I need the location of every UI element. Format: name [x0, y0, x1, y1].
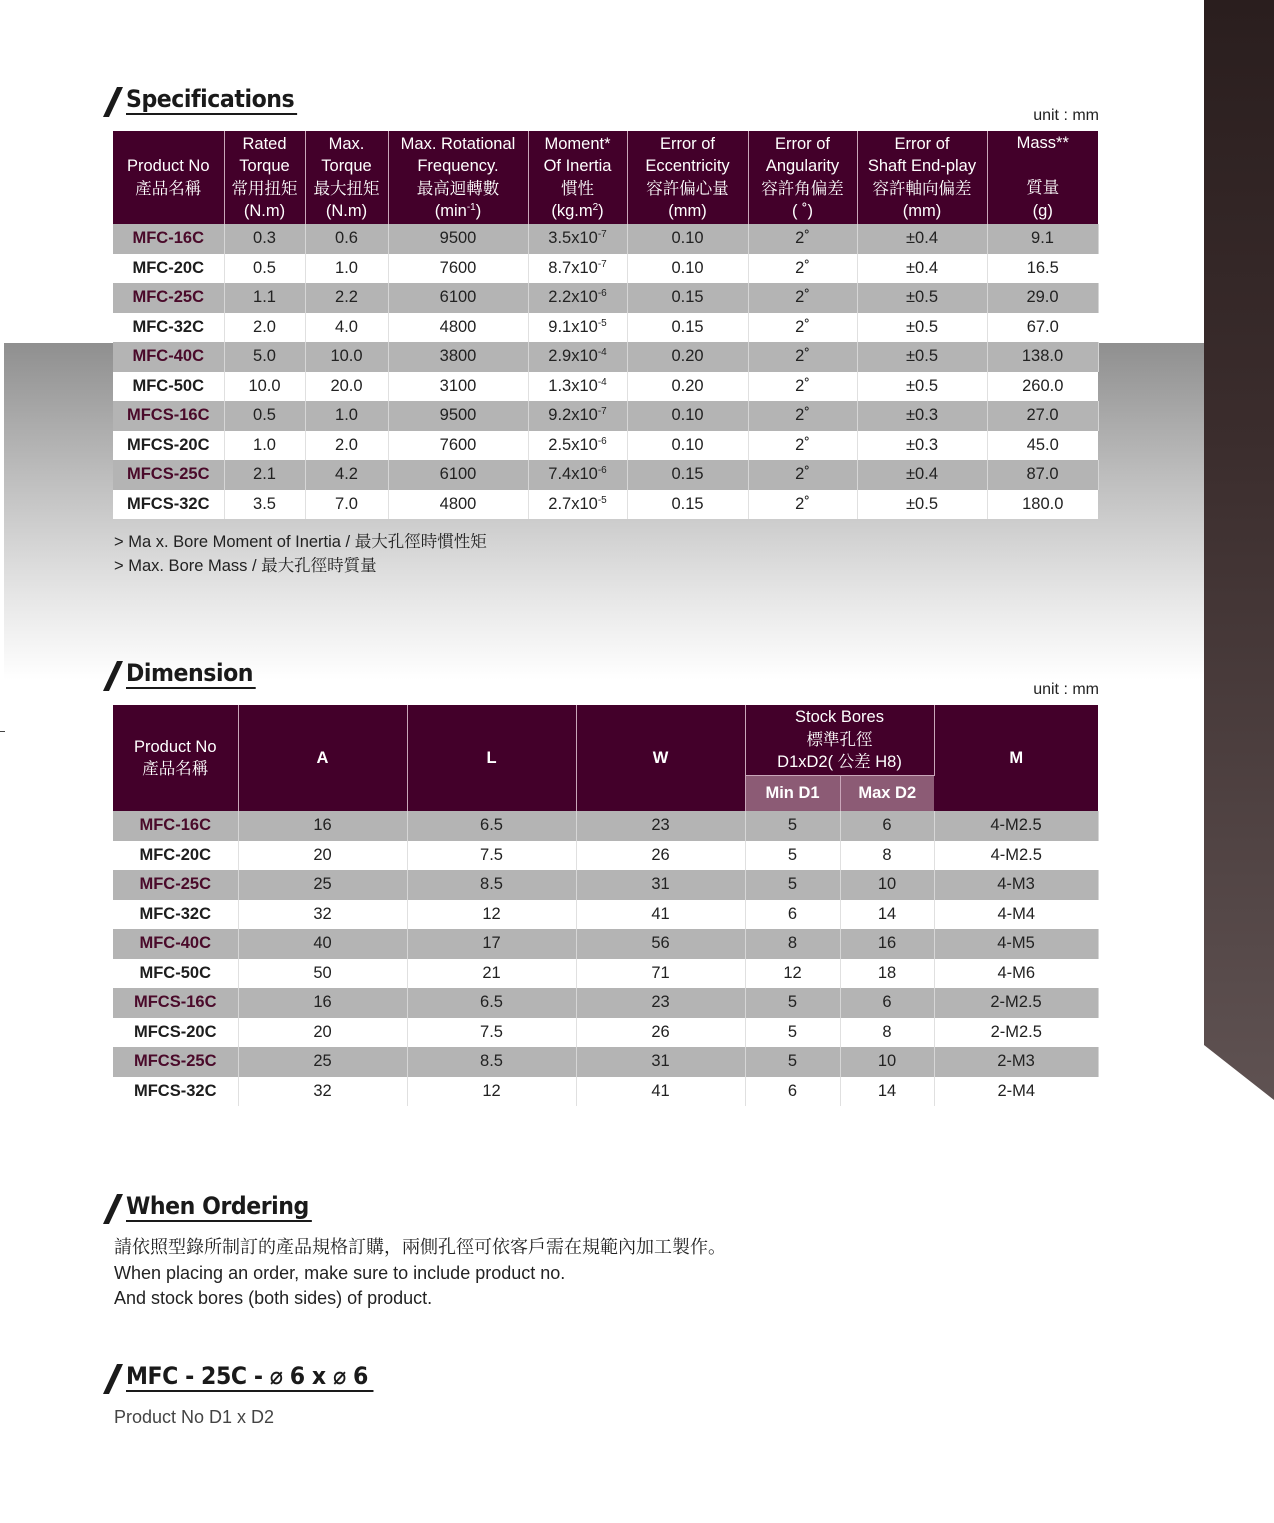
cell-l: 6.5	[407, 988, 576, 1018]
right-decorative-strip	[1204, 0, 1274, 1100]
cell-frequency: 7600	[388, 431, 528, 461]
cell-w: 26	[576, 841, 745, 871]
cell-product: MFCS-20C	[113, 1018, 238, 1048]
ordering-instructions	[114, 1235, 726, 1312]
dim-header-product: Product No 產品名稱	[113, 705, 238, 811]
cell-max-d2: 10	[840, 870, 934, 900]
cell-a: 25	[238, 1047, 407, 1077]
cell-min-d1: 5	[745, 1018, 840, 1048]
cell-a: 40	[238, 929, 407, 959]
cell-frequency: 6100	[388, 283, 528, 313]
cell-eccentricity: 0.10	[627, 224, 748, 254]
cell-product: MFCS-25C	[113, 1047, 238, 1077]
specifications-title: Specifications	[126, 86, 297, 115]
cell-eccentricity: 0.10	[627, 401, 748, 431]
cell-mass: 180.0	[987, 490, 1098, 520]
cell-eccentricity: 0.20	[627, 342, 748, 372]
cell-frequency: 9500	[388, 224, 528, 254]
cell-rated-torque: 2.0	[224, 313, 305, 343]
cell-mass: 138.0	[987, 342, 1098, 372]
cell-w: 71	[576, 959, 745, 989]
cell-product: MFC-50C	[113, 372, 224, 402]
cell-product: MFCS-16C	[113, 988, 238, 1018]
cell-product: MFCS-32C	[113, 1077, 238, 1107]
table-row	[113, 811, 1098, 841]
cell-max-torque: 10.0	[305, 342, 388, 372]
cell-m: 2-M2.5	[934, 988, 1098, 1018]
cell-l: 6.5	[407, 811, 576, 841]
table-row	[113, 254, 1098, 284]
cell-m: 2-M4	[934, 1077, 1098, 1107]
cell-frequency: 7600	[388, 254, 528, 284]
table-row	[113, 900, 1098, 930]
cell-w: 41	[576, 900, 745, 930]
table-row	[113, 1047, 1098, 1077]
ordering-line-en-2: And stock bores (both sides) of product.	[114, 1288, 433, 1308]
cell-max-torque: 7.0	[305, 490, 388, 520]
dim-header-row	[113, 705, 1098, 775]
cell-inertia: $8.7x10^{-7}$	[528, 254, 627, 284]
table-row	[113, 841, 1098, 871]
cell-w: 56	[576, 929, 745, 959]
cell-l: 12	[407, 900, 576, 930]
cell-eccentricity: 0.10	[627, 431, 748, 461]
spec-header-eccentricity: Error of Eccentricity 容許偏心量 (mm)	[627, 131, 748, 224]
cell-frequency: 3100	[388, 372, 528, 402]
cell-eccentricity: 0.15	[627, 313, 748, 343]
cell-eccentricity: 0.20	[627, 372, 748, 402]
cell-l: 7.5	[407, 1018, 576, 1048]
dim-header-min-d1: Min D1	[745, 775, 840, 811]
cell-l: 21	[407, 959, 576, 989]
cell-min-d1: 5	[745, 988, 840, 1018]
spec-header-angularity: Error of Angularity 容許角偏差 ( ˚)	[748, 131, 857, 224]
table-row	[113, 929, 1098, 959]
cell-product: MFC-32C	[113, 313, 224, 343]
cell-w: 31	[576, 1047, 745, 1077]
cell-frequency: 6100	[388, 460, 528, 490]
cell-mass: 27.0	[987, 401, 1098, 431]
cell-mass: 16.5	[987, 254, 1098, 284]
cell-inertia: $2.7x10^{-5}$	[528, 490, 627, 520]
spec-note-mass: > Max. Bore Mass / 最大孔徑時質量	[114, 557, 377, 575]
cell-angularity: 2˚	[748, 254, 857, 284]
dim-unit-label: unit : mm	[1033, 681, 1099, 698]
cell-product: MFC-32C	[113, 900, 238, 930]
table-row	[113, 313, 1098, 343]
cell-endplay: ±0.5	[857, 490, 987, 520]
example-code-heading	[104, 1363, 395, 1392]
cell-angularity: 2˚	[748, 490, 857, 520]
cell-m: 4-M5	[934, 929, 1098, 959]
cell-product: MFC-50C	[113, 959, 238, 989]
cell-product: MFCS-32C	[113, 490, 224, 520]
cell-m: 4-M6	[934, 959, 1098, 989]
slash-icon	[104, 1366, 120, 1392]
spec-header-mass: Mass** 質量 (g)	[987, 131, 1098, 224]
specifications-heading	[104, 86, 312, 115]
example-caption: Product No D1 x D2	[114, 1407, 275, 1427]
spec-unit-label: unit : mm	[1033, 107, 1099, 124]
cell-angularity: 2˚	[748, 401, 857, 431]
table-row	[113, 224, 1098, 254]
cell-eccentricity: 0.10	[627, 254, 748, 284]
cell-a: 50	[238, 959, 407, 989]
cell-a: 32	[238, 1077, 407, 1107]
cell-rated-torque: 5.0	[224, 342, 305, 372]
dimension-heading	[104, 660, 267, 689]
cell-frequency: 9500	[388, 401, 528, 431]
cell-min-d1: 8	[745, 929, 840, 959]
cell-angularity: 2˚	[748, 431, 857, 461]
spec-notes	[114, 530, 487, 578]
table-row	[113, 372, 1098, 402]
slash-icon	[104, 663, 120, 689]
cell-min-d1: 12	[745, 959, 840, 989]
cell-a: 16	[238, 811, 407, 841]
spec-header-frequency: Max. Rotational Frequency. 最高迴轉數 $(\min^{-1})$	[388, 131, 528, 224]
cell-m: 4-M3	[934, 870, 1098, 900]
dimension-title: Dimension	[126, 660, 256, 689]
cell-max-torque: 2.0	[305, 431, 388, 461]
cell-max-d2: 14	[840, 900, 934, 930]
cell-angularity: 2˚	[748, 283, 857, 313]
cell-endplay: ±0.4	[857, 460, 987, 490]
cell-a: 20	[238, 841, 407, 871]
cell-endplay: ±0.4	[857, 254, 987, 284]
dim-header-m: M	[934, 705, 1098, 811]
cell-product: MFCS-25C	[113, 460, 224, 490]
cell-max-d2: 6	[840, 811, 934, 841]
cell-endplay: ±0.5	[857, 313, 987, 343]
table-row	[113, 490, 1098, 520]
cell-w: 26	[576, 1018, 745, 1048]
cell-product: MFC-20C	[113, 254, 224, 284]
spec-header-rated-torque: Rated Torque 常用扭矩 (N.m)	[224, 131, 305, 224]
cell-mass: 45.0	[987, 431, 1098, 461]
dim-header-w: W	[576, 705, 745, 811]
cell-product: MFC-16C	[113, 224, 224, 254]
cell-max-d2: 8	[840, 1018, 934, 1048]
ordering-line-zh: 請依照型錄所制訂的產品規格訂購，兩側孔徑可依客戶需在規範內加工製作。	[114, 1237, 726, 1257]
cell-min-d1: 5	[745, 870, 840, 900]
cell-m: 2-M3	[934, 1047, 1098, 1077]
cell-min-d1: 6	[745, 900, 840, 930]
dim-header-l: L	[407, 705, 576, 811]
cell-max-torque: 1.0	[305, 401, 388, 431]
cell-max-torque: 2.2	[305, 283, 388, 313]
cell-max-torque: 20.0	[305, 372, 388, 402]
cell-inertia: $1.3x10^{-4}$	[528, 372, 627, 402]
cell-mass: 29.0	[987, 283, 1098, 313]
cell-frequency: 3800	[388, 342, 528, 372]
cell-product: MFC-40C	[113, 929, 238, 959]
cell-endplay: ±0.5	[857, 372, 987, 402]
cell-rated-torque: 0.5	[224, 401, 305, 431]
cell-mass: 260.0	[987, 372, 1098, 402]
dimension-table	[113, 705, 1099, 1106]
cell-inertia: $9.1x10^{-5}$	[528, 313, 627, 343]
cell-endplay: ±0.3	[857, 401, 987, 431]
cell-product: MFCS-16C	[113, 401, 224, 431]
cell-frequency: 4800	[388, 490, 528, 520]
cell-eccentricity: 0.15	[627, 460, 748, 490]
ordering-title: When Ordering	[126, 1193, 312, 1222]
cell-angularity: 2˚	[748, 313, 857, 343]
cell-a: 25	[238, 870, 407, 900]
cell-mass: 9.1	[987, 224, 1098, 254]
table-row	[113, 431, 1098, 461]
cell-rated-torque: 10.0	[224, 372, 305, 402]
cell-a: 32	[238, 900, 407, 930]
cell-w: 23	[576, 811, 745, 841]
cell-product: MFC-20C	[113, 841, 238, 871]
cell-frequency: 4800	[388, 313, 528, 343]
cell-l: 17	[407, 929, 576, 959]
cell-max-torque: 0.6	[305, 224, 388, 254]
edge-tick-mark	[0, 731, 5, 732]
cell-inertia: $9.2x10^{-7}$	[528, 401, 627, 431]
cell-min-d1: 6	[745, 1077, 840, 1107]
table-row	[113, 988, 1098, 1018]
cell-endplay: ±0.3	[857, 431, 987, 461]
cell-rated-torque: 1.0	[224, 431, 305, 461]
spec-header-row	[113, 131, 1098, 224]
cell-product: MFC-25C	[113, 283, 224, 313]
cell-angularity: 2˚	[748, 224, 857, 254]
cell-angularity: 2˚	[748, 460, 857, 490]
spec-header-endplay: Error of Shaft End-play 容許軸向偏差 (mm)	[857, 131, 987, 224]
cell-eccentricity: 0.15	[627, 283, 748, 313]
cell-w: 31	[576, 870, 745, 900]
cell-l: 8.5	[407, 1047, 576, 1077]
table-row	[113, 401, 1098, 431]
example-code: MFC - 25C - ⌀ 6 x ⌀ 6	[126, 1363, 373, 1392]
table-row	[113, 1077, 1098, 1107]
cell-min-d1: 5	[745, 841, 840, 871]
cell-endplay: ±0.4	[857, 224, 987, 254]
cell-inertia: $7.4x10^{-6}$	[528, 460, 627, 490]
spec-header-product: Product No 產品名稱	[113, 131, 224, 224]
cell-angularity: 2˚	[748, 372, 857, 402]
cell-rated-torque: 0.5	[224, 254, 305, 284]
cell-endplay: ±0.5	[857, 283, 987, 313]
cell-rated-torque: 2.1	[224, 460, 305, 490]
cell-inertia: $2.5x10^{-6}$	[528, 431, 627, 461]
spec-note-inertia: > Ma x. Bore Moment of Inertia / 最大孔徑時慣性矩	[114, 533, 487, 551]
cell-angularity: 2˚	[748, 342, 857, 372]
cell-max-torque: 4.2	[305, 460, 388, 490]
table-row	[113, 870, 1098, 900]
ordering-heading	[104, 1193, 328, 1222]
cell-eccentricity: 0.15	[627, 490, 748, 520]
cell-max-d2: 8	[840, 841, 934, 871]
dim-header-a: A	[238, 705, 407, 811]
slash-icon	[104, 89, 120, 115]
cell-rated-torque: 1.1	[224, 283, 305, 313]
cell-endplay: ±0.5	[857, 342, 987, 372]
cell-product: MFC-16C	[113, 811, 238, 841]
cell-max-d2: 18	[840, 959, 934, 989]
specifications-table	[113, 131, 1099, 519]
cell-rated-torque: 0.3	[224, 224, 305, 254]
cell-mass: 67.0	[987, 313, 1098, 343]
cell-product: MFC-40C	[113, 342, 224, 372]
cell-inertia: $2.2x10^{-6}$	[528, 283, 627, 313]
ordering-line-en-1: When placing an order, make sure to include product no.	[114, 1262, 566, 1283]
cell-a: 16	[238, 988, 407, 1018]
cell-a: 20	[238, 1018, 407, 1048]
cell-min-d1: 5	[745, 811, 840, 841]
cell-max-d2: 16	[840, 929, 934, 959]
dim-header-stock-bores: Stock Bores 標準孔徑 D1xD2( 公差 H8)	[745, 705, 934, 775]
cell-rated-torque: 3.5	[224, 490, 305, 520]
cell-mass: 87.0	[987, 460, 1098, 490]
cell-min-d1: 5	[745, 1047, 840, 1077]
spec-header-max-torque: Max. Torque 最大扭矩 (N.m)	[305, 131, 388, 224]
cell-product: MFCS-20C	[113, 431, 224, 461]
table-row	[113, 342, 1098, 372]
table-row	[113, 283, 1098, 313]
cell-w: 41	[576, 1077, 745, 1107]
spec-header-inertia: Moment* Of Inertia 慣性 $(kg.m^2)$	[528, 131, 627, 224]
cell-max-d2: 14	[840, 1077, 934, 1107]
dim-header-max-d2: Max D2	[840, 775, 934, 811]
cell-m: 4-M2.5	[934, 841, 1098, 871]
table-row	[113, 460, 1098, 490]
cell-l: 8.5	[407, 870, 576, 900]
cell-l: 7.5	[407, 841, 576, 871]
cell-l: 12	[407, 1077, 576, 1107]
cell-m: 4-M4	[934, 900, 1098, 930]
cell-inertia: $3.5x10^{-7}$	[528, 224, 627, 254]
cell-w: 23	[576, 988, 745, 1018]
table-row	[113, 1018, 1098, 1048]
cell-m: 4-M2.5	[934, 811, 1098, 841]
cell-product: MFC-25C	[113, 870, 238, 900]
cell-max-d2: 10	[840, 1047, 934, 1077]
slash-icon	[104, 1196, 120, 1222]
cell-max-torque: 1.0	[305, 254, 388, 284]
cell-inertia: $2.9x10^{-4}$	[528, 342, 627, 372]
cell-max-d2: 6	[840, 988, 934, 1018]
cell-m: 2-M2.5	[934, 1018, 1098, 1048]
table-row	[113, 959, 1098, 989]
cell-max-torque: 4.0	[305, 313, 388, 343]
